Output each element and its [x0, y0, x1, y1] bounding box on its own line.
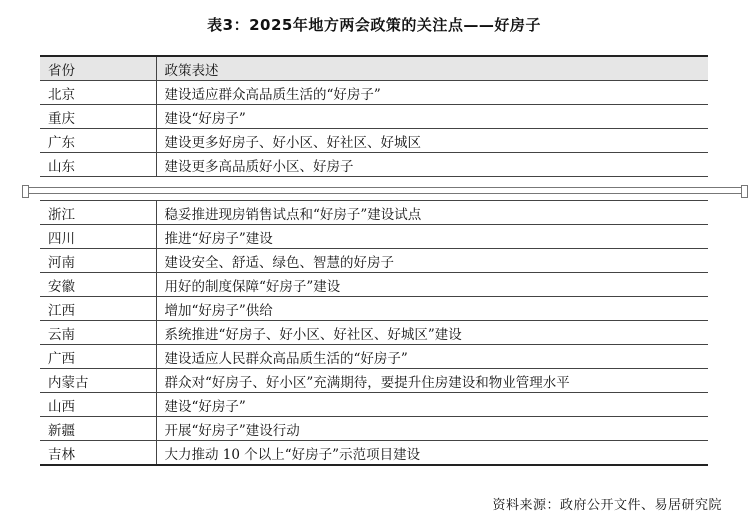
province-cell: 安徽: [40, 273, 156, 297]
province-cell: 江西: [40, 297, 156, 321]
page-break-line: [22, 193, 748, 194]
table-row: [40, 273, 708, 297]
table-row: [40, 81, 708, 105]
policy-table-bottom: [40, 200, 708, 466]
table-row: [40, 321, 708, 345]
table-row: [40, 201, 708, 225]
province-cell: 云南: [40, 321, 156, 345]
table-row: [40, 129, 708, 153]
policy-table-top: [40, 55, 708, 177]
table-row: [40, 105, 708, 129]
table-header-row: [40, 56, 708, 81]
table-row: [40, 249, 708, 273]
table-row: [40, 369, 708, 393]
table-row: [40, 441, 708, 466]
policy-cell: 增加“好房子”供给: [156, 297, 708, 321]
source-note: 资料来源：政府公开文件、易居研究院: [492, 498, 722, 513]
table-row: [40, 297, 708, 321]
province-cell: 山东: [40, 153, 156, 177]
province-cell: 吉林: [40, 441, 156, 466]
province-cell: 新疆: [40, 417, 156, 441]
table-row: [40, 393, 708, 417]
header-policy: 政策表述: [156, 56, 708, 81]
policy-cell: 大力推动 10 个以上“好房子”示范项目建设: [156, 441, 708, 466]
table-title: 表3：2025年地方两会政策的关注点——好房子: [207, 16, 541, 34]
policy-cell: 建设更多好房子、好小区、好社区、好城区: [156, 129, 708, 153]
page-break-cap: [22, 185, 29, 198]
page-break-line: [22, 187, 748, 188]
policy-cell: 建设安全、舒适、绿色、智慧的好房子: [156, 249, 708, 273]
policy-cell: 稳妥推进现房销售试点和“好房子”建设试点: [156, 201, 708, 225]
province-cell: 浙江: [40, 201, 156, 225]
province-cell: 北京: [40, 81, 156, 105]
province-cell: 广东: [40, 129, 156, 153]
policy-cell: 开展“好房子”建设行动: [156, 417, 708, 441]
province-cell: 内蒙古: [40, 369, 156, 393]
table-row: [40, 153, 708, 177]
policy-cell: 建设适应人民群众高品质生活的“好房子”: [156, 345, 708, 369]
policy-cell: 建设适应群众高品质生活的“好房子”: [156, 81, 708, 105]
page-break-cap: [741, 185, 748, 198]
policy-cell: 建设“好房子”: [156, 105, 708, 129]
province-cell: 重庆: [40, 105, 156, 129]
policy-cell: 建设更多高品质好小区、好房子: [156, 153, 708, 177]
province-cell: 山西: [40, 393, 156, 417]
province-cell: 广西: [40, 345, 156, 369]
province-cell: 四川: [40, 225, 156, 249]
policy-cell: 群众对“好房子、好小区”充满期待，要提升住房建设和物业管理水平: [156, 369, 708, 393]
table-row: [40, 225, 708, 249]
table-row: [40, 417, 708, 441]
table-row: [40, 345, 708, 369]
header-province: 省份: [40, 56, 156, 81]
policy-cell: 用好的制度保障“好房子”建设: [156, 273, 708, 297]
policy-cell: 推进“好房子”建设: [156, 225, 708, 249]
policy-cell: 建设“好房子”: [156, 393, 708, 417]
province-cell: 河南: [40, 249, 156, 273]
policy-cell: 系统推进“好房子、好小区、好社区、好城区”建设: [156, 321, 708, 345]
